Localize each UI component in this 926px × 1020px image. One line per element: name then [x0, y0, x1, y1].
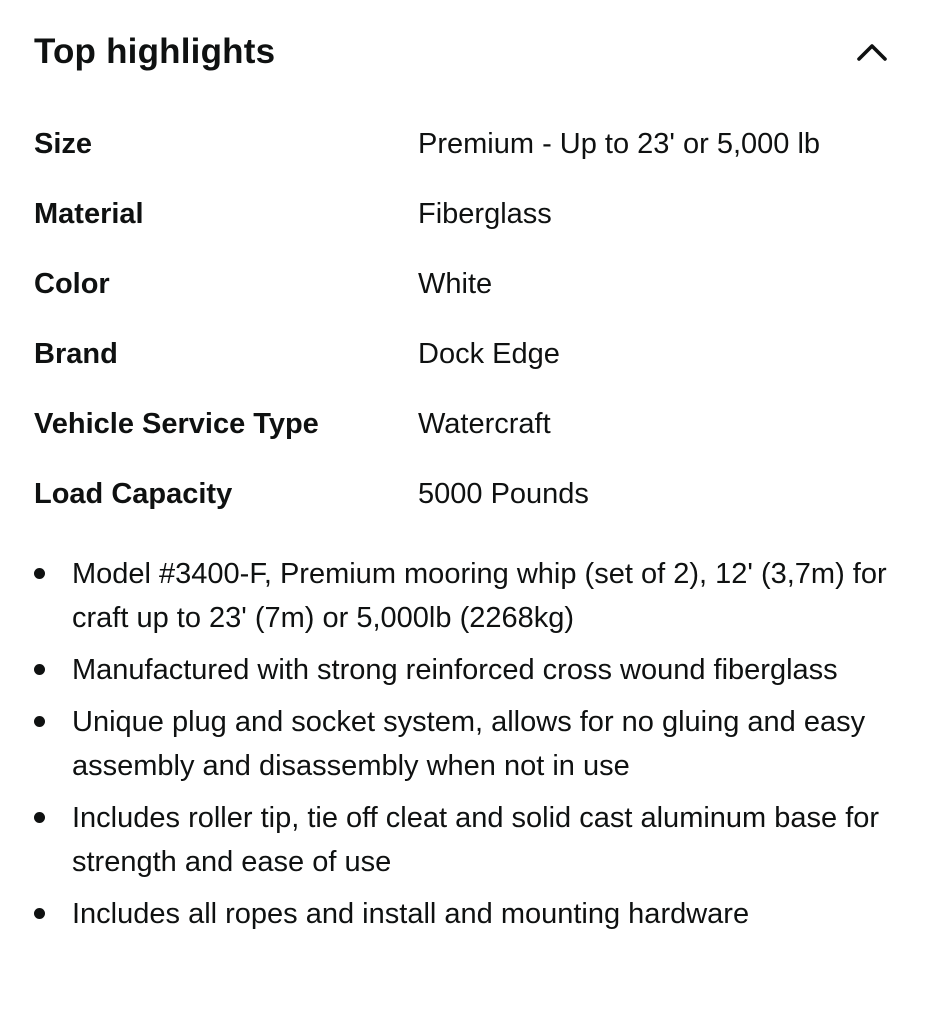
bullet-dot-icon: [34, 812, 45, 823]
spec-value: Dock Edge: [418, 338, 560, 370]
feature-bullet-text: Includes all ropes and install and mounting hardware: [72, 898, 750, 930]
bullet-dot-icon: [34, 664, 45, 675]
spec-row-brand: [34, 328, 904, 398]
feature-bullet: [34, 892, 904, 936]
chevron-up-icon: [856, 42, 888, 62]
spec-row-material: [34, 188, 904, 258]
bullet-dot-icon: [34, 568, 45, 579]
feature-bullet-text: Includes roller tip, tie off cleat and solid cast aluminum base for strength and ease of use: [72, 802, 880, 878]
collapse-button[interactable]: [852, 32, 892, 72]
feature-bullet: [34, 552, 904, 640]
bullet-dot-icon: [34, 716, 45, 727]
feature-bullet-list: [34, 552, 904, 944]
spec-value: Watercraft: [418, 408, 551, 440]
feature-bullet-text: Unique plug and socket system, allows for no gluing and easy assembly and disassembly when not in use: [72, 706, 866, 782]
spec-value: 5000 Pounds: [418, 478, 589, 510]
spec-value: Fiberglass: [418, 198, 552, 230]
spec-key: Color: [34, 268, 110, 300]
bullet-dot-icon: [34, 908, 45, 919]
feature-bullet-text: Manufactured with strong reinforced cross wound fiberglass: [72, 654, 838, 686]
spec-table: [34, 118, 904, 538]
spec-key: Size: [34, 128, 93, 160]
spec-key: Brand: [34, 338, 118, 370]
spec-key: Vehicle Service Type: [34, 408, 319, 440]
spec-key: Load Capacity: [34, 478, 233, 510]
section-title: Top highlights: [34, 32, 276, 71]
spec-row-vehicle-service-type: [34, 398, 904, 468]
feature-bullet: [34, 796, 904, 884]
spec-row-load-capacity: [34, 468, 904, 538]
spec-key: Material: [34, 198, 144, 230]
feature-bullet: [34, 700, 904, 788]
feature-bullet-text: Model #3400-F, Premium mooring whip (set of 2), 12' (3,7m) for craft up to 23' (7m) or 5,000lb (2268kg): [72, 558, 887, 634]
spec-value: Premium - Up to 23' or 5,000 lb: [418, 128, 821, 160]
spec-value: White: [418, 268, 493, 300]
spec-row-size: [34, 118, 904, 188]
section-header[interactable]: [34, 26, 892, 82]
spec-row-color: [34, 258, 904, 328]
feature-bullet: [34, 648, 904, 692]
